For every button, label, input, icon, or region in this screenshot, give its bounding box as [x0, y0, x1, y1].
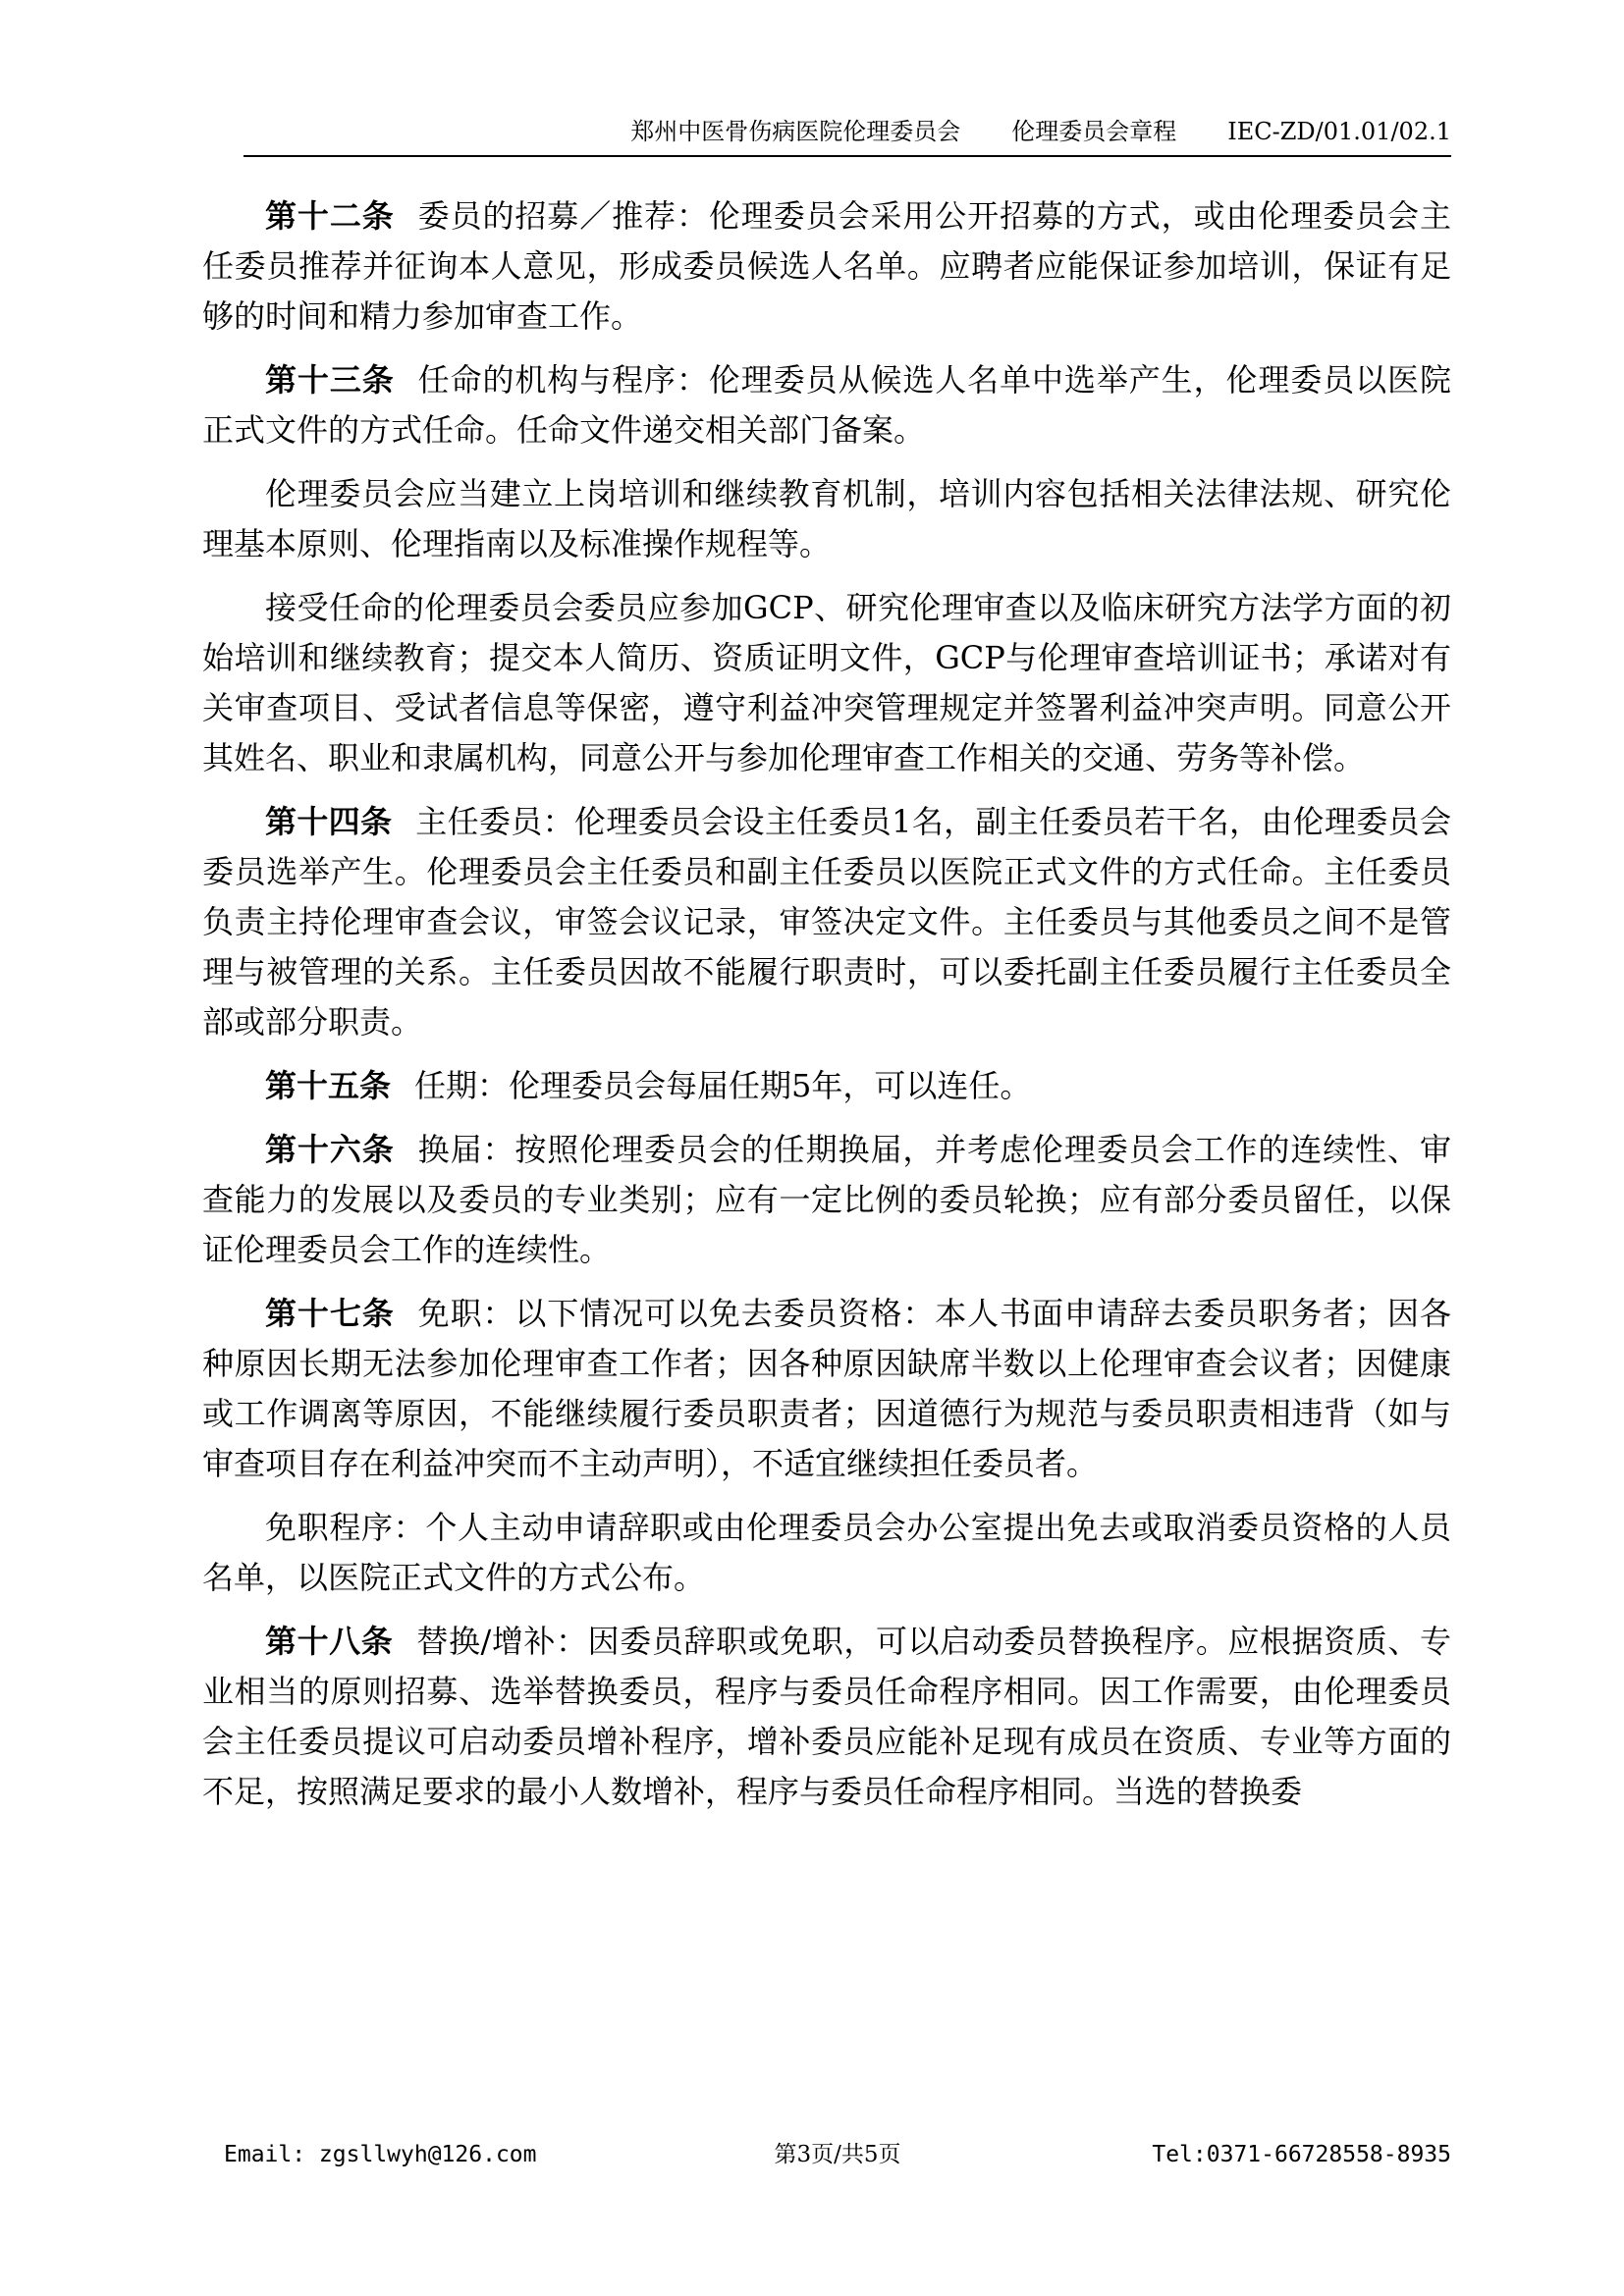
- paragraph-text: 免职：以下情况可以免去委员资格：本人书面申请辞去委员职务者；因各种原因长期无法参加伦理审查工作者；因各种原因缺席半数以上伦理审查会议者；因健康或工作调离等原因，不能继续履行委员职责者；因道德行为规范与委员职责相违背（如与审查项目存在利益冲突而不主动声明），不适宜继续担任委员者。: [202, 1295, 1451, 1482]
- paragraph-article-16: [202, 1125, 1451, 1275]
- paragraph-text: 主任委员：伦理委员会设主任委员1名，副主任委员若干名，由伦理委员会委员选举产生。伦理委员会主任委员和副主任委员以医院正式文件的方式任命。主任委员负责主持伦理审查会议，审签会议记录，审签决定文件。主任委员与其他委员之间不是管理与被管理的关系。主任委员因故不能履行职责时，可以委托副主任委员履行主任委员全部或部分职责。: [202, 803, 1451, 1041]
- paragraph-dismissal-procedure: [202, 1503, 1451, 1603]
- footer-tel: Tel:0371-66728558-8935: [1152, 2142, 1451, 2167]
- paragraph-training: [202, 469, 1451, 569]
- document-body: [202, 191, 1451, 1831]
- paragraph-text: 免职程序：个人主动申请辞职或由伦理委员会办公室提出免去或取消委员资格的人员名单，以医院正式文件的方式公布。: [202, 1509, 1451, 1596]
- article-label: 第十八条: [265, 1623, 394, 1660]
- footer-email: Email: zgsllwyh@126.com: [224, 2142, 537, 2167]
- paragraph-article-12: [202, 191, 1451, 342]
- article-label: 第十五条: [265, 1067, 392, 1104]
- paragraph-text: 换届：按照伦理委员会的任期换届，并考虑伦理委员会工作的连续性、审查能力的发展以及委员的专业类别；应有一定比例的委员轮换；应有部分委员留任，以保证伦理委员会工作的连续性。: [202, 1131, 1451, 1268]
- paragraph-text: 任命的机构与程序：伦理委员从候选人名单中选举产生，伦理委员以医院正式文件的方式任命。任命文件递交相关部门备案。: [202, 361, 1451, 449]
- header-org: 郑州中医骨伤病医院伦理委员会: [630, 118, 961, 145]
- article-label: 第十六条: [265, 1131, 395, 1168]
- paragraph-article-17: [202, 1289, 1451, 1489]
- paragraph-text: 接受任命的伦理委员会委员应参加GCP、研究伦理审查以及临床研究方法学方面的初始培训和继续教育；提交本人简历、资质证明文件，GCP与伦理审查培训证书；承诺对有关审查项目、受试者信息等保密，遵守利益冲突管理规定并签署利益冲突声明。同意公开其姓名、职业和隶属机构，同意公开与参加伦理审查工作相关的交通、劳务等补偿。: [202, 589, 1451, 776]
- paragraph-article-18: [202, 1617, 1451, 1817]
- paragraph-text: 委员的招募／推荐：伦理委员会采用公开招募的方式，或由伦理委员会主任委员推荐并征询本人意见，形成委员候选人名单。应聘者应能保证参加培训，保证有足够的时间和精力参加审查工作。: [202, 197, 1451, 335]
- article-label: 第十七条: [265, 1295, 395, 1332]
- article-label: 第十三条: [265, 361, 395, 399]
- paragraph-article-14: [202, 797, 1451, 1047]
- paragraph-text: 伦理委员会应当建立上岗培训和继续教育机制，培训内容包括相关法律法规、研究伦理基本原则、伦理指南以及标准操作规程等。: [202, 475, 1451, 562]
- paragraph-text: 替换/增补：因委员辞职或免职，可以启动委员替换程序。应根据资质、专业相当的原则招募、选举替换委员，程序与委员任命程序相同。因工作需要，由伦理委员会主任委员提议可启动委员增补程序，增补委员应能补足现有成员在资质、专业等方面的不足，按照满足要求的最小人数增补，程序与委员任命程序相同。当选的替换委: [202, 1623, 1451, 1810]
- article-label: 第十二条: [265, 197, 395, 235]
- paragraph-article-13: [202, 355, 1451, 455]
- article-label: 第十四条: [265, 803, 393, 840]
- header-doc-code: IEC-ZD/01.01/02.1: [1227, 118, 1451, 145]
- paragraph-appointed-members: [202, 583, 1451, 783]
- header-doc-title: 伦理委员会章程: [1011, 118, 1177, 145]
- page-footer: [224, 2135, 1451, 2174]
- footer-page-number: 第3页/共5页: [774, 2142, 901, 2167]
- paragraph-article-15: [202, 1061, 1451, 1111]
- paragraph-text: 任期：伦理委员会每届任期5年，可以连任。: [414, 1067, 1032, 1104]
- page-header: [244, 108, 1451, 157]
